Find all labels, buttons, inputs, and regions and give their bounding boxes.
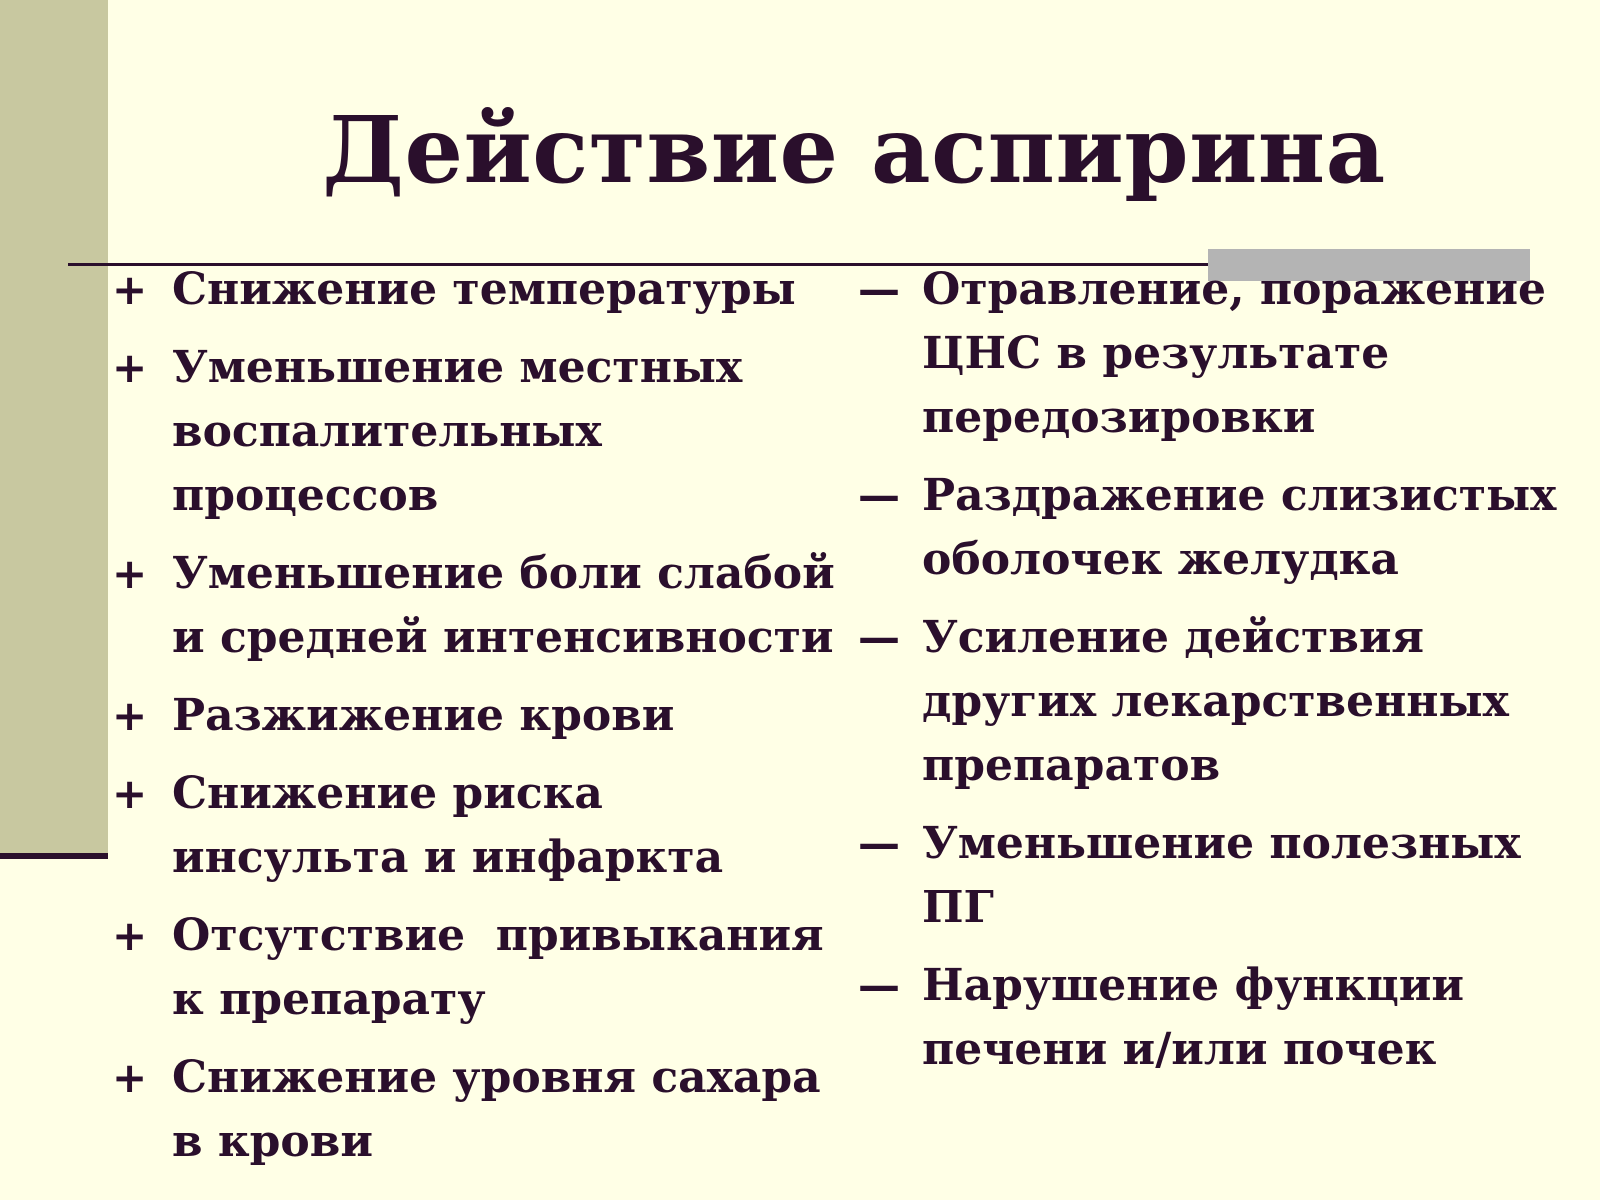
left-decorative-line [0,853,108,859]
plus-icon: + [112,769,148,818]
side-effect-item [858,464,1570,592]
benefit-text: Уменьшение боли слабой и средней интенсивности [172,548,835,663]
benefit-item [112,762,852,890]
dash-icon: — [858,471,900,520]
benefit-item [112,336,852,528]
plus-icon: + [112,911,148,960]
benefit-text: Отсутствие привыкания к препарату [172,910,839,1025]
side-effect-text: Отравление, поражение ЦНС в результате передозировки [922,264,1547,443]
side-effect-text: Усиление действия других лекарственных препаратов [922,612,1509,791]
dash-icon: — [858,613,900,662]
benefit-item [112,904,852,1032]
benefit-text: Разжижение крови [172,690,675,741]
plus-icon: + [112,1053,148,1102]
side-effect-item [858,258,1570,450]
plus-icon: + [112,265,148,314]
benefits-list [112,258,852,1188]
side-effects-list [858,258,1570,1096]
benefit-text: Снижение температуры [172,264,796,315]
side-effect-item [858,606,1570,798]
left-decorative-bar [0,0,108,858]
dash-icon: — [858,265,900,314]
benefit-item [112,542,852,670]
plus-icon: + [112,691,148,740]
benefit-item [112,684,852,748]
plus-icon: + [112,343,148,392]
dash-icon: — [858,819,900,868]
slide-title: Действие аспирина [322,96,1386,204]
benefit-item [112,258,852,322]
benefit-text: Снижение риска инсульта и инфаркта [172,768,724,883]
benefit-item [112,1046,852,1174]
benefit-text: Уменьшение местных воспалительных процессов [172,342,743,521]
side-effect-text: Раздражение слизистых оболочек желудка [922,470,1557,585]
side-effect-text: Нарушение функции печени и/или почек [922,960,1465,1075]
side-effect-text: Уменьшение полезных ПГ [922,818,1521,933]
dash-icon: — [858,961,900,1010]
side-effect-item [858,812,1570,940]
side-effect-item [858,954,1570,1082]
benefit-text: Снижение уровня сахара в крови [172,1052,821,1167]
plus-icon: + [112,549,148,598]
